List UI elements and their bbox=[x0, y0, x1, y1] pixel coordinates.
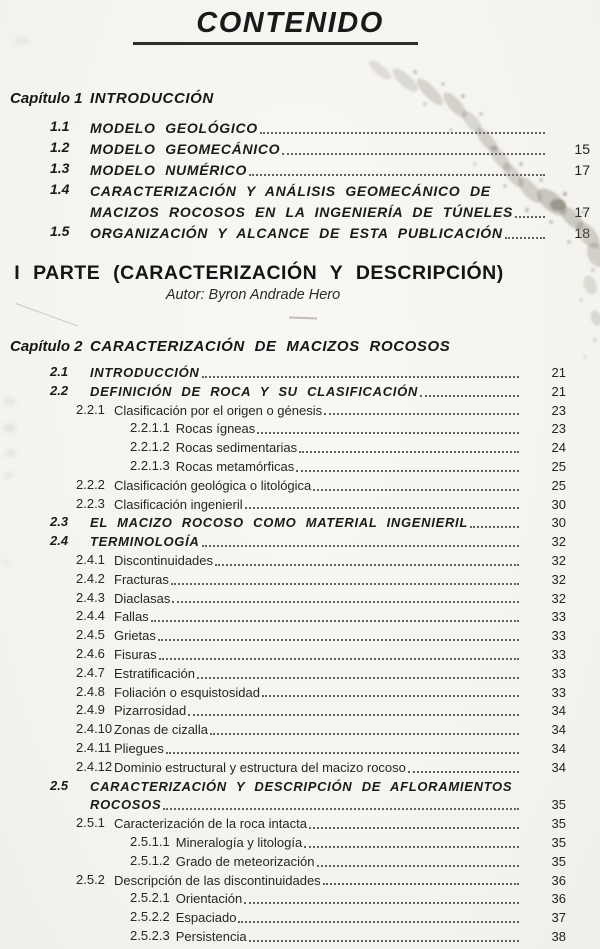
entry-title: MODELO GEOLÓGICO bbox=[90, 120, 258, 136]
page-number: 33 bbox=[551, 646, 566, 662]
entry-line bbox=[114, 815, 566, 834]
entry-body bbox=[114, 552, 566, 571]
entry-number: 2.5.2 bbox=[76, 871, 105, 887]
chapter-title: INTRODUCCIÓN bbox=[90, 90, 214, 107]
entry-number: 2.2.1.3 bbox=[130, 457, 170, 473]
entry-title: Foliación o esquistosidad bbox=[114, 684, 260, 700]
entry-number: 2.2.3 bbox=[76, 495, 105, 511]
page-number: 30 bbox=[551, 496, 566, 512]
page-number: 34 bbox=[551, 722, 566, 738]
entry-line bbox=[90, 202, 590, 223]
entry-body bbox=[114, 872, 566, 891]
entry-line bbox=[176, 909, 566, 928]
toc-entry bbox=[10, 665, 566, 684]
entry-title: Clasificación por el origen o génesis bbox=[114, 402, 323, 418]
dot-leader bbox=[163, 808, 519, 810]
entry-body bbox=[114, 759, 566, 778]
toc-entry bbox=[10, 514, 566, 533]
toc-entry bbox=[10, 702, 566, 721]
toc-entry bbox=[10, 646, 566, 665]
dot-leader bbox=[317, 865, 519, 867]
dot-leader bbox=[505, 237, 545, 239]
entry-body bbox=[114, 815, 566, 834]
entry-number: 2.4.9 bbox=[76, 702, 105, 718]
page-number: 35 bbox=[551, 853, 566, 869]
entry-body bbox=[114, 477, 566, 496]
entry-title: Clasificación ingenieril bbox=[114, 496, 243, 512]
dot-leader bbox=[202, 376, 519, 378]
entry-title: CARACTERIZACIÓN Y DESCRIPCIÓN DE AFLORAMIENTOS bbox=[90, 778, 513, 794]
entry-title: Fisuras bbox=[114, 646, 157, 662]
entry-number: 2.5.2.3 bbox=[130, 927, 170, 943]
dot-leader bbox=[257, 432, 519, 434]
entry-title: ORGANIZACIÓN Y ALCANCE DE ESTA PUBLICACIÓN bbox=[90, 225, 503, 241]
title-underline bbox=[133, 42, 418, 45]
entry-title: Orientación bbox=[175, 891, 243, 907]
toc-entry bbox=[10, 458, 566, 477]
dot-leader bbox=[188, 714, 519, 716]
chapter-heading bbox=[10, 90, 590, 108]
entry-body bbox=[114, 740, 566, 759]
page-number: 38 bbox=[551, 928, 566, 944]
entry-line bbox=[114, 684, 566, 703]
dot-leader bbox=[249, 174, 545, 176]
page-number: 23 bbox=[551, 421, 566, 437]
toc-entry bbox=[10, 439, 566, 458]
entry-line bbox=[114, 721, 566, 740]
entry-title: ROCOSOS bbox=[90, 797, 162, 813]
entry-body bbox=[114, 496, 566, 515]
dot-leader bbox=[159, 658, 519, 660]
toc-entry bbox=[10, 552, 566, 571]
toc-entry bbox=[10, 928, 566, 947]
dot-leader bbox=[304, 846, 519, 848]
entry-title: Persistencia bbox=[175, 928, 247, 944]
entry-line bbox=[90, 514, 566, 533]
entry-title: EL MACIZO ROCOSO COMO MATERIAL INGENIERIL bbox=[90, 515, 468, 531]
dot-leader bbox=[408, 771, 519, 773]
page-number: 35 bbox=[551, 834, 566, 850]
page-number: 34 bbox=[551, 759, 566, 775]
entry-number: 2.5.1.1 bbox=[130, 833, 170, 849]
entry-line bbox=[114, 759, 566, 778]
entry-title: Zonas de cizalla bbox=[114, 722, 208, 738]
entry-title: Descripción de las discontinuidades bbox=[114, 872, 321, 888]
toc-entry bbox=[10, 160, 590, 181]
dot-leader bbox=[323, 883, 519, 885]
entry-line bbox=[90, 139, 590, 160]
toc-entry bbox=[10, 181, 590, 223]
entry-body bbox=[90, 514, 566, 533]
toc-entry bbox=[10, 815, 566, 834]
entry-number: 1.4 bbox=[50, 181, 70, 197]
page-number: 15 bbox=[574, 141, 590, 157]
entry-line bbox=[114, 590, 566, 609]
dot-leader bbox=[202, 545, 519, 547]
toc-entry bbox=[10, 759, 566, 778]
dot-leader bbox=[244, 902, 519, 904]
page-number: 33 bbox=[551, 665, 566, 681]
toc-entry bbox=[10, 684, 566, 703]
toc-entry bbox=[10, 223, 590, 244]
entry-number: 2.2.1.2 bbox=[130, 439, 170, 455]
page-number: 33 bbox=[551, 628, 566, 644]
entry-line bbox=[90, 383, 566, 402]
chapter-entries bbox=[10, 118, 590, 244]
entry-body bbox=[114, 627, 566, 646]
entry-number: 2.4.10 bbox=[76, 721, 113, 737]
entry-body bbox=[90, 181, 590, 223]
entry-line bbox=[90, 533, 566, 552]
entry-body bbox=[114, 571, 566, 590]
entry-title: Grietas bbox=[114, 628, 156, 644]
doc-header bbox=[10, 0, 590, 45]
toc-entry bbox=[10, 139, 590, 160]
page-number: 32 bbox=[551, 571, 566, 587]
chapter-label: Capítulo 1 bbox=[10, 90, 83, 107]
entry-body bbox=[176, 853, 566, 872]
dot-leader bbox=[238, 921, 519, 923]
entry-body bbox=[176, 420, 566, 439]
chapter-entries bbox=[10, 364, 566, 947]
toc-entry bbox=[10, 496, 566, 515]
entry-title: INTRODUCCIÓN bbox=[90, 365, 200, 380]
entry-body bbox=[90, 533, 566, 552]
dot-leader bbox=[260, 132, 545, 134]
page-number: 21 bbox=[551, 383, 566, 399]
page-number: 35 bbox=[551, 797, 566, 813]
page-number: 32 bbox=[551, 552, 566, 568]
entry-body bbox=[90, 383, 566, 402]
page-number: 32 bbox=[551, 590, 566, 606]
dot-leader bbox=[515, 216, 545, 218]
entry-number: 2.2.2 bbox=[76, 476, 105, 492]
entry-body bbox=[90, 139, 590, 160]
entry-number: 2.4.7 bbox=[76, 664, 105, 680]
entry-line bbox=[114, 608, 566, 627]
toc-entry bbox=[10, 853, 566, 872]
toc-entry bbox=[10, 740, 566, 759]
entry-line bbox=[176, 853, 566, 872]
page-number: 25 bbox=[551, 477, 566, 493]
page-number: 17 bbox=[574, 162, 590, 178]
entry-line bbox=[114, 496, 566, 515]
entry-body bbox=[90, 778, 566, 816]
entry-number: 1.5 bbox=[50, 223, 70, 239]
toc-entry bbox=[10, 834, 566, 853]
chapter-block bbox=[10, 338, 590, 947]
entry-number: 2.3 bbox=[50, 514, 69, 530]
toc-entry bbox=[10, 533, 566, 552]
page-number: 30 bbox=[551, 515, 566, 531]
entry-title: Pizarrosidad bbox=[114, 703, 187, 719]
entry-title: Grado de meteorización bbox=[175, 853, 315, 869]
entry-line bbox=[114, 702, 566, 721]
entry-body bbox=[90, 118, 590, 139]
entry-line bbox=[176, 458, 566, 477]
entry-line bbox=[114, 665, 566, 684]
entry-line bbox=[90, 364, 566, 383]
entry-number: 1.1 bbox=[50, 118, 70, 134]
entry-line bbox=[176, 928, 566, 947]
entry-number: 2.4.4 bbox=[76, 608, 105, 624]
entry-line bbox=[90, 778, 566, 797]
dot-leader bbox=[299, 451, 519, 453]
page-number: 35 bbox=[551, 816, 566, 832]
entry-line bbox=[114, 872, 566, 891]
dot-leader bbox=[296, 470, 519, 472]
entry-body bbox=[114, 684, 566, 703]
entry-title: Diaclasas bbox=[114, 590, 171, 606]
entry-number: 2.5.2.2 bbox=[130, 909, 170, 925]
entry-title: Clasificación geológica o litológica bbox=[114, 477, 312, 493]
entry-number: 2.5.1 bbox=[76, 815, 105, 831]
entry-body bbox=[114, 608, 566, 627]
entry-line bbox=[114, 402, 566, 421]
dot-leader bbox=[197, 677, 519, 679]
toc-entry bbox=[10, 778, 566, 816]
page-number: 23 bbox=[551, 402, 566, 418]
dot-leader bbox=[245, 507, 519, 509]
entry-body bbox=[176, 890, 566, 909]
dot-leader bbox=[420, 395, 519, 397]
entry-line bbox=[90, 181, 590, 202]
entry-body bbox=[114, 665, 566, 684]
page-number: 21 bbox=[551, 365, 566, 380]
entry-line bbox=[114, 740, 566, 759]
entry-number: 2.4.12 bbox=[76, 758, 113, 774]
page-number: 36 bbox=[551, 891, 566, 907]
toc-entry bbox=[10, 420, 566, 439]
entry-number: 2.4 bbox=[50, 533, 69, 549]
toc-entry bbox=[10, 571, 566, 590]
entry-line bbox=[114, 477, 566, 496]
entry-number: 2.5 bbox=[50, 777, 69, 793]
entry-number: 2.4.5 bbox=[76, 627, 105, 643]
page-number: 33 bbox=[551, 609, 566, 625]
entry-number: 1.3 bbox=[50, 160, 70, 176]
dot-leader bbox=[210, 733, 519, 735]
entry-title: MACIZOS ROCOSOS EN LA INGENIERÍA DE TÚNELES bbox=[90, 204, 514, 220]
entry-line bbox=[176, 420, 566, 439]
dot-leader bbox=[313, 489, 519, 491]
entry-number: 2.5.2.1 bbox=[130, 890, 170, 906]
toc-entry bbox=[10, 890, 566, 909]
entry-number: 2.4.3 bbox=[76, 589, 105, 605]
entry-number: 2.4.6 bbox=[76, 645, 105, 661]
entry-number: 2.4.1 bbox=[76, 551, 105, 567]
entry-body bbox=[176, 928, 566, 947]
entry-title: MODELO GEOMECÁNICO bbox=[90, 141, 281, 157]
entry-line bbox=[114, 627, 566, 646]
entry-line bbox=[176, 439, 566, 458]
page-number: 17 bbox=[574, 204, 590, 220]
part-block bbox=[10, 262, 590, 304]
entry-title: TERMINOLOGÍA bbox=[90, 534, 200, 550]
entry-body bbox=[114, 590, 566, 609]
entry-body bbox=[114, 646, 566, 665]
dot-leader bbox=[172, 601, 519, 603]
entry-title: Fallas bbox=[114, 609, 149, 625]
entry-title: Rocas metamórficas bbox=[175, 458, 295, 474]
entry-number: 2.4.11 bbox=[76, 739, 112, 755]
toc-entry bbox=[10, 590, 566, 609]
toc bbox=[10, 90, 590, 947]
page-number: 36 bbox=[551, 872, 566, 888]
chapter-heading bbox=[10, 338, 590, 356]
toc-entry bbox=[10, 477, 566, 496]
toc-entry bbox=[10, 383, 566, 402]
entry-title: Dominio estructural y estructura del macizo rocoso bbox=[114, 759, 406, 775]
entry-title: MODELO NUMÉRICO bbox=[90, 162, 248, 178]
entry-number: 2.4.8 bbox=[76, 683, 105, 699]
entry-line bbox=[90, 160, 590, 181]
entry-number: 2.2.1 bbox=[76, 401, 105, 417]
dot-leader bbox=[151, 620, 519, 622]
entry-line bbox=[90, 118, 590, 139]
dot-leader bbox=[309, 827, 519, 829]
entry-title: Mineralogía y litología bbox=[175, 834, 303, 850]
chapter-block bbox=[10, 90, 590, 244]
page-number: 34 bbox=[551, 703, 566, 719]
entry-number: 2.4.2 bbox=[76, 570, 105, 586]
entry-body bbox=[90, 364, 566, 383]
entry-title: Rocas ígneas bbox=[175, 421, 256, 437]
dot-leader bbox=[324, 413, 519, 415]
entry-title: Fracturas bbox=[114, 571, 169, 587]
entry-line bbox=[176, 890, 566, 909]
page-number: 18 bbox=[574, 225, 590, 241]
toc-entry bbox=[10, 721, 566, 740]
entry-line bbox=[114, 552, 566, 571]
entry-title: CARACTERIZACIÓN Y ANÁLISIS GEOMECÁNICO DE bbox=[90, 183, 491, 199]
chapter-label: Capítulo 2 bbox=[10, 338, 83, 355]
entry-body bbox=[176, 909, 566, 928]
toc-entry bbox=[10, 118, 590, 139]
part-author: Autor: Byron Andrade Hero bbox=[165, 287, 341, 303]
entry-line bbox=[90, 796, 566, 815]
page-number: 25 bbox=[551, 458, 566, 474]
toc-entry bbox=[10, 872, 566, 891]
toc-entry bbox=[10, 402, 566, 421]
entry-number: 2.2 bbox=[50, 382, 69, 398]
dot-leader bbox=[215, 564, 519, 566]
page-number: 32 bbox=[551, 534, 566, 550]
entry-body bbox=[90, 160, 590, 181]
entry-title: Pliegues bbox=[114, 740, 164, 756]
entry-line bbox=[114, 571, 566, 590]
entry-number: 2.2.1.1 bbox=[130, 420, 170, 436]
entry-title: Rocas sedimentarias bbox=[175, 440, 298, 456]
toc-entry bbox=[10, 608, 566, 627]
dot-leader bbox=[470, 526, 519, 528]
entry-body bbox=[176, 458, 566, 477]
entry-title: Discontinuidades bbox=[114, 552, 214, 568]
entry-number: 2.1 bbox=[50, 364, 69, 379]
entry-body bbox=[114, 702, 566, 721]
entry-line bbox=[114, 646, 566, 665]
chapter-title: CARACTERIZACIÓN DE MACIZOS ROCOSOS bbox=[90, 338, 451, 355]
toc-entry bbox=[10, 909, 566, 928]
entry-body bbox=[114, 721, 566, 740]
dot-leader bbox=[262, 695, 519, 697]
entry-title: DEFINICIÓN DE ROCA Y SU CLASIFICACIÓN bbox=[90, 383, 419, 399]
entry-title: Estratificación bbox=[114, 665, 195, 681]
entry-number: 2.5.1.2 bbox=[130, 852, 170, 868]
entry-title: Espaciado bbox=[175, 910, 237, 926]
entry-body bbox=[176, 439, 566, 458]
dot-leader bbox=[282, 153, 545, 155]
dot-leader bbox=[158, 639, 519, 641]
page-number: 33 bbox=[551, 684, 566, 700]
entry-title: Caracterización de la roca intacta bbox=[114, 816, 307, 832]
part-heading: I PARTE (CARACTERIZACIÓN Y DESCRIPCIÓN) bbox=[14, 262, 504, 284]
entry-body bbox=[90, 223, 590, 244]
dot-leader bbox=[171, 583, 519, 585]
page-number: 24 bbox=[551, 440, 566, 456]
page-title: CONTENIDO bbox=[196, 7, 384, 39]
toc-entry bbox=[10, 364, 566, 383]
toc-entry bbox=[10, 627, 566, 646]
page-number: 34 bbox=[551, 740, 566, 756]
dot-leader bbox=[249, 940, 519, 942]
entry-number: 1.2 bbox=[50, 139, 70, 155]
entry-line bbox=[90, 223, 590, 244]
entry-body bbox=[114, 402, 566, 421]
entry-body bbox=[176, 834, 566, 853]
page-number: 37 bbox=[551, 910, 566, 926]
dot-leader bbox=[166, 752, 519, 754]
entry-line bbox=[176, 834, 566, 853]
